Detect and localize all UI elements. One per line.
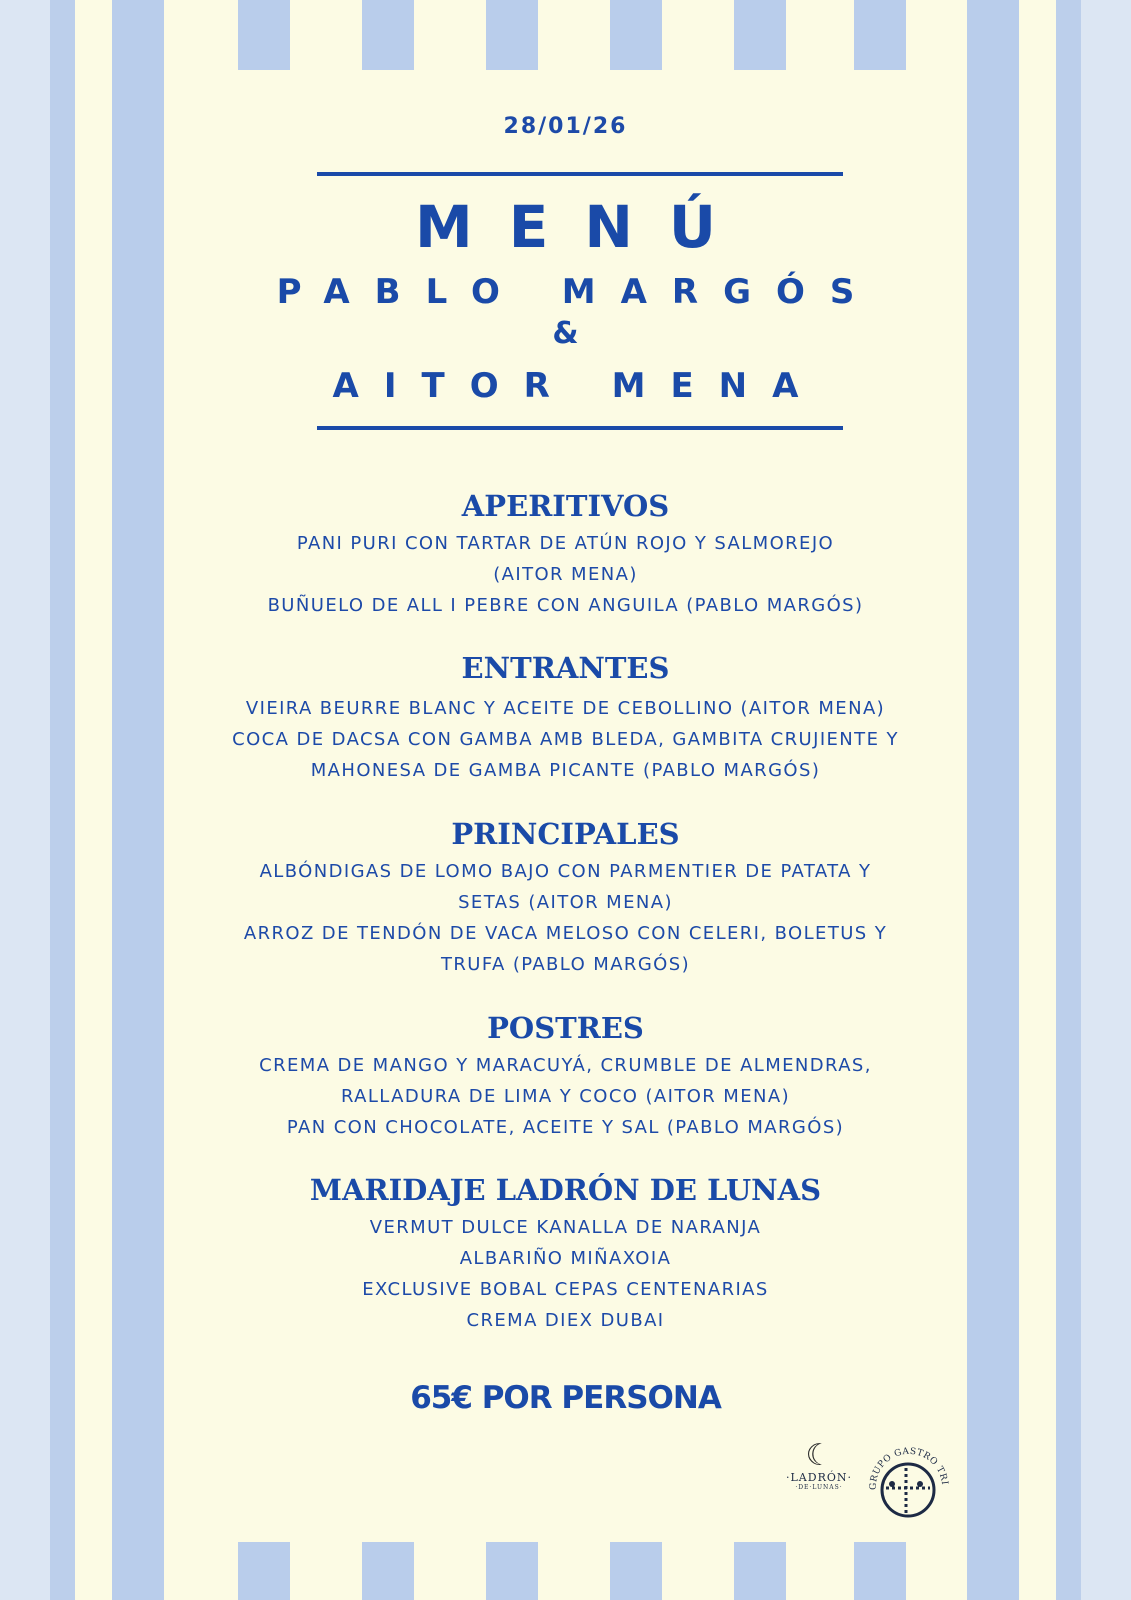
chef-name-aitor: AITOR MENA bbox=[332, 366, 824, 406]
logo-text: ·LADRÓN· bbox=[786, 1471, 852, 1484]
section-postres bbox=[164, 1010, 967, 1143]
section-heading: POSTRES bbox=[487, 1011, 644, 1045]
moon-icon: ☾ bbox=[805, 1438, 833, 1473]
section-entrantes bbox=[164, 650, 967, 786]
chef-name-pablo: PABLO MARGÓS bbox=[276, 272, 880, 312]
dish-line: BUÑUELO DE ALL I PEBRE CON ANGUILA (PABLO MARGÓS) bbox=[267, 595, 864, 616]
section-heading: APERITIVOS bbox=[461, 489, 670, 523]
dish-line: TRUFA (PABLO MARGÓS) bbox=[441, 954, 690, 975]
menu-title: MENÚ bbox=[415, 193, 752, 261]
dish-line: SETAS (AITOR MENA) bbox=[458, 892, 673, 913]
section-maridaje bbox=[164, 1172, 967, 1336]
top-divider bbox=[317, 172, 843, 176]
menu-date: 28/01/26 bbox=[503, 114, 628, 139]
grupo-gastro-triquet-logo bbox=[862, 1438, 954, 1522]
dish-line: VIEIRA BEURRE BLANC Y ACEITE DE CEBOLLINO (AITOR MENA) bbox=[245, 698, 886, 719]
logo-arc-text: GRUPO GASTRO TRI bbox=[868, 1446, 950, 1491]
section-heading: PRINCIPALES bbox=[451, 817, 680, 851]
dish-line: RALLADURA DE LIMA Y COCO (AITOR MENA) bbox=[340, 1086, 791, 1107]
section-aperitivos bbox=[164, 488, 967, 621]
bottom-divider bbox=[317, 426, 843, 430]
section-heading: ENTRANTES bbox=[461, 651, 670, 685]
dish-line: ARROZ DE TENDÓN DE VACA MELOSO CON CELERI, BOLETUS Y bbox=[243, 923, 888, 944]
wine-line: ALBARIÑO MIÑAXOIA bbox=[459, 1248, 672, 1269]
section-principales bbox=[164, 816, 967, 980]
wine-line: CREMA DIEX DUBAI bbox=[466, 1310, 665, 1331]
logo-text: ·DE·LUNAS· bbox=[795, 1484, 843, 1491]
dish-line: ALBÓNDIGAS DE LOMO BAJO CON PARMENTIER DE PATATA Y bbox=[259, 861, 872, 882]
menu-price: 65€ POR PERSONA bbox=[410, 1380, 721, 1416]
stripe-right-inner bbox=[967, 0, 1019, 1600]
ampersand: & bbox=[552, 316, 579, 351]
dish-line: (AITOR MENA) bbox=[493, 564, 638, 585]
dish-line: PANI PURI CON TARTAR DE ATÚN ROJO Y SALMOREJO bbox=[296, 533, 835, 554]
wine-line: EXCLUSIVE BOBAL CEPAS CENTENARIAS bbox=[362, 1279, 769, 1300]
ladron-de-lunas-logo bbox=[778, 1440, 860, 1502]
paper-gap-left bbox=[75, 0, 112, 1600]
dish-line: CREMA DE MANGO Y MARACUYÁ, CRUMBLE DE ALMENDRAS, bbox=[259, 1055, 872, 1076]
paper-gap-right bbox=[1019, 0, 1056, 1600]
dish-line: PAN CON CHOCOLATE, ACEITE Y SAL (PABLO MARGÓS) bbox=[286, 1117, 845, 1138]
dish-line: COCA DE DACSA CON GAMBA AMB BLEDA, GAMBITA CRUJIENTE Y bbox=[232, 729, 899, 750]
wine-line: VERMUT DULCE KANALLA DE NARANJA bbox=[369, 1217, 762, 1238]
stripe-left-inner bbox=[112, 0, 164, 1600]
menu-content bbox=[164, 0, 967, 1600]
section-heading: MARIDAJE LADRÓN DE LUNAS bbox=[309, 1173, 822, 1207]
dish-line: MAHONESA DE GAMBA PICANTE (PABLO MARGÓS) bbox=[310, 760, 821, 781]
